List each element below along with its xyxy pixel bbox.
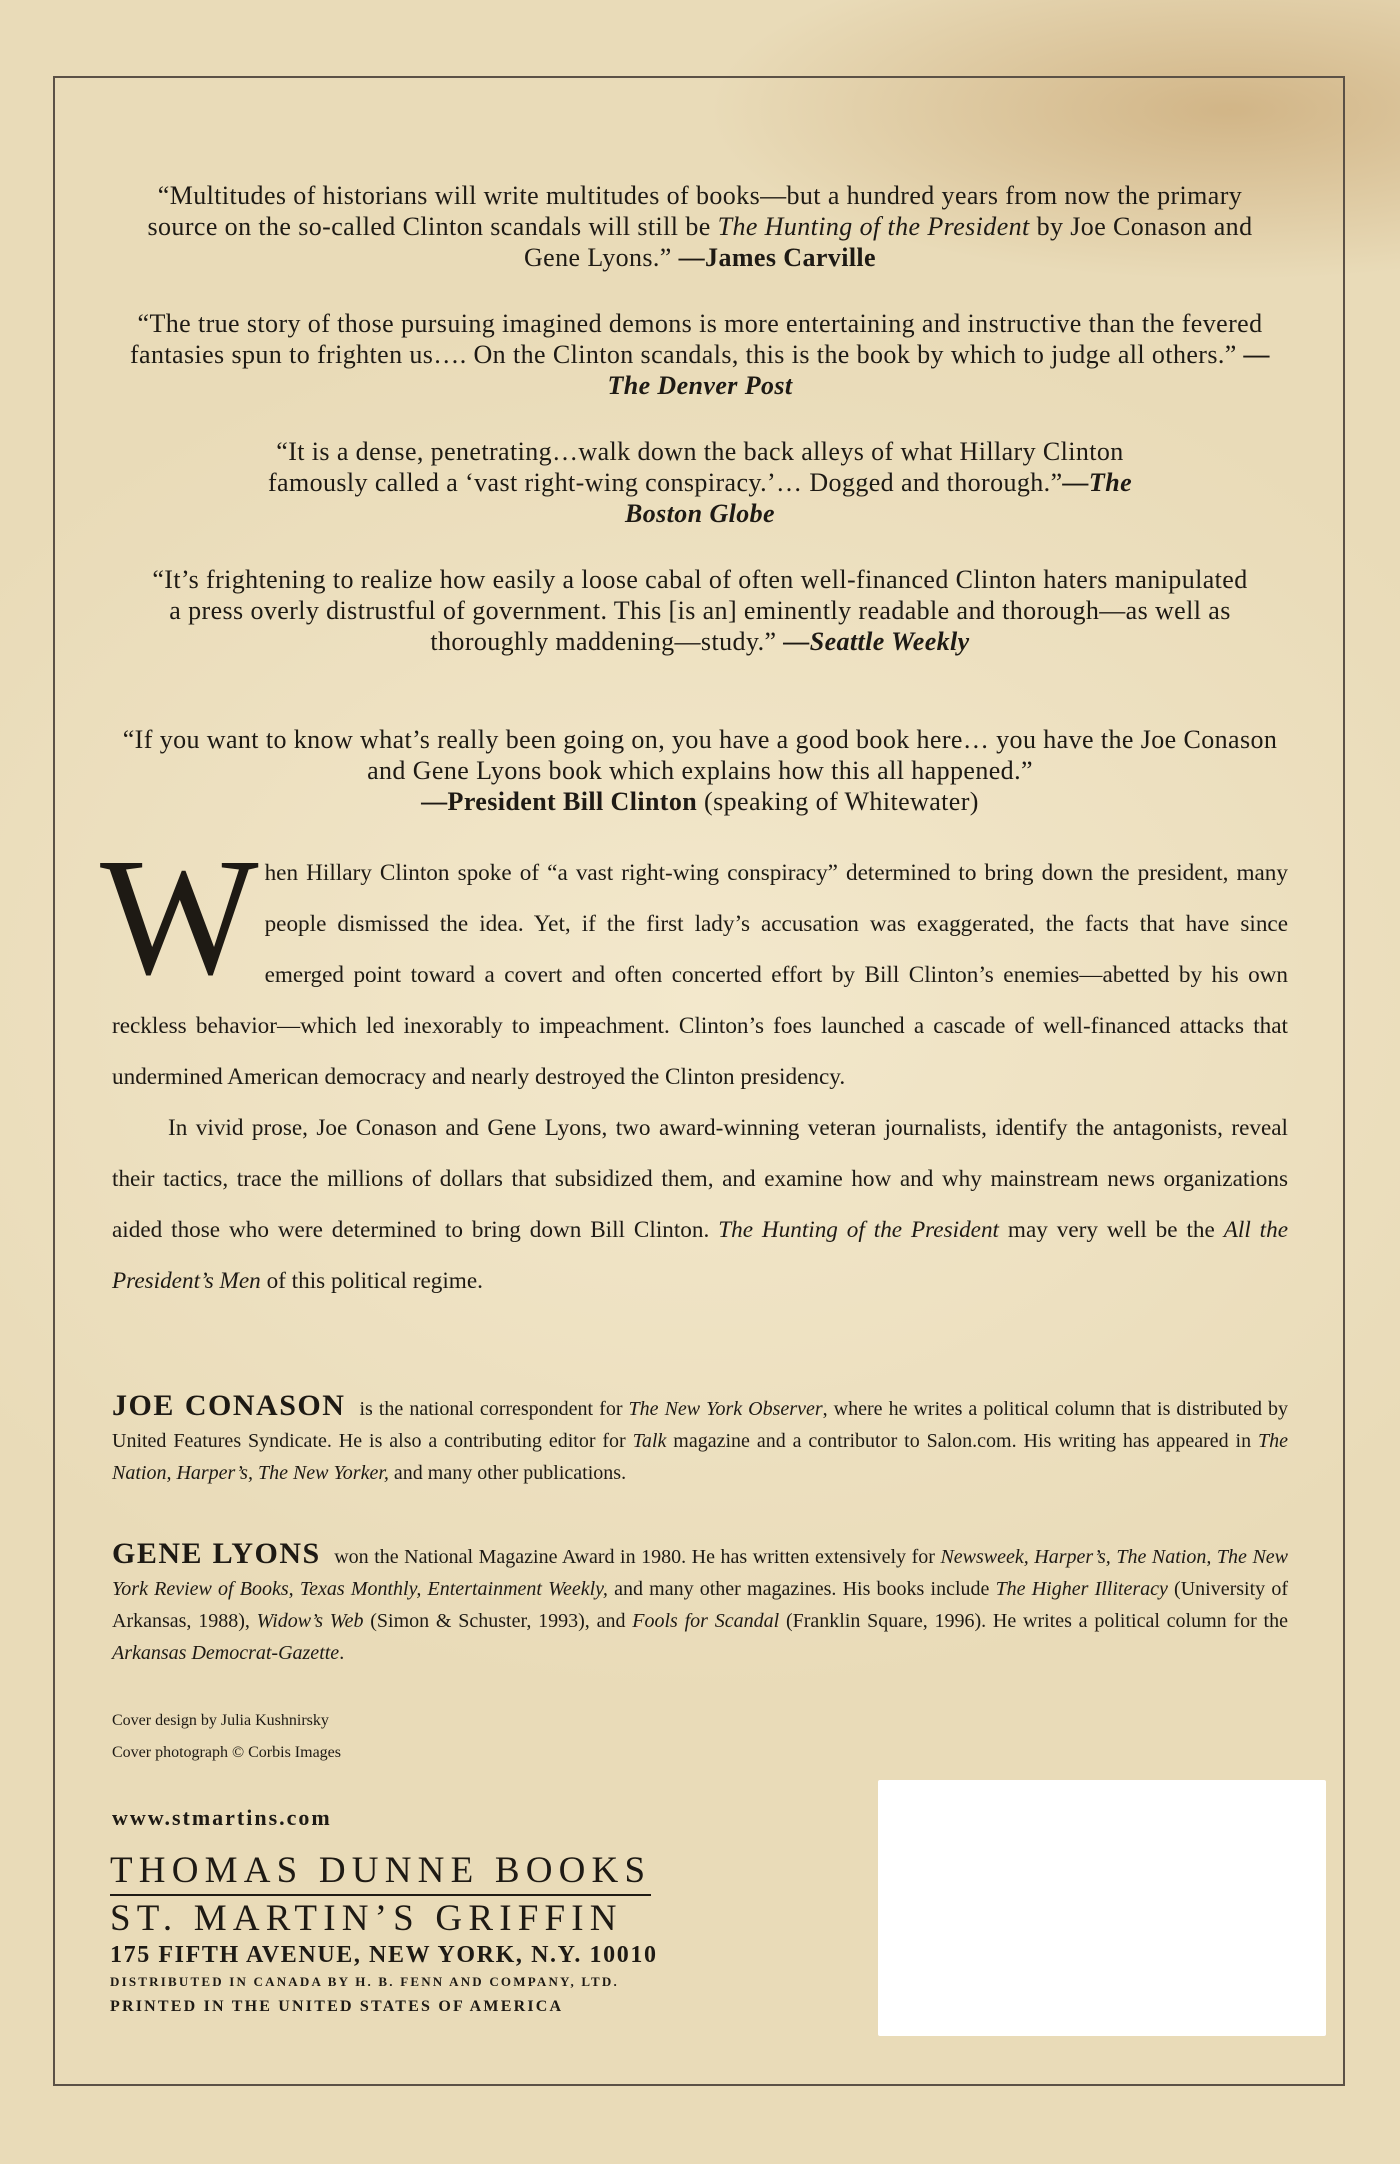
author-bio-gene-lyons: [112, 1538, 1288, 1669]
bio-text: (Franklin Square, 1996). He writes a political column for the: [779, 1610, 1288, 1632]
description-text: hen Hillary Clinton spoke of “a vast right-wing conspiracy” determined to bring down the president, many people dismissed the idea. Yet, if the first lady’s accusation was exaggerated, the facts that have since emerged point toward a covert and often concerted effort by Bill Clinton’s enemies—abetted by his own reckless behavior—which led inexorably to impeachment. Clinton’s foes launched a cascade of well-financed attacks that undermined American democracy and nearly destroyed the Clinton presidency.: [112, 860, 1288, 1090]
review-quote-carville: [120, 180, 1280, 273]
printed-in-note: PRINTED IN THE UNITED STATES OF AMERICA: [110, 1998, 564, 2015]
review-quote-seattle-weekly: [150, 564, 1250, 657]
book-title-italic: The Hunting of the President: [718, 1217, 999, 1243]
review-quote-denver-post: [120, 308, 1280, 401]
cover-design-credit: Cover design by Julia Kushnirsky: [112, 1712, 329, 1729]
bio-italic: Newsweek, Harper’s, The Nation, The New York Review of Books, Texas Monthly, Entertainment Weekly,: [112, 1546, 1288, 1600]
description-paragraph-1: [100, 824, 1288, 1103]
quote-text: “It is a dense, penetrating…walk down the back alleys of what Hillary Clinton famously called a ‘vast right-wing conspiracy.’… Dogged and thorough.”: [267, 437, 1124, 497]
bio-text: won the National Magazine Award in 1980. He has written extensively for: [328, 1546, 941, 1568]
quote-text: “It’s frightening to realize how easily a loose cabal of often well-financed Clinton haters manipulated a press overly distrustful of government. This [is an] eminently readable and thorough—as well as thoroughly maddening—study.”: [152, 565, 1248, 656]
quote-attribution: —President Bill Clinton: [421, 787, 698, 816]
review-quote-bill-clinton: [120, 724, 1280, 817]
bio-italic: The Higher Illiteracy: [995, 1578, 1168, 1600]
drop-cap: W: [100, 824, 259, 1010]
author-name: GENE LYONS: [112, 1537, 321, 1570]
book-description: [100, 824, 1289, 1307]
description-paragraph-2: [112, 1103, 1288, 1307]
bio-text: .: [339, 1642, 345, 1664]
bio-text: (Simon & Schuster, 1993), and: [363, 1610, 633, 1632]
author-name: JOE CONASON: [112, 1389, 346, 1422]
bio-italic: The New York Observer: [628, 1398, 823, 1420]
bio-italic: Talk: [632, 1430, 667, 1452]
description-text: may very well be the: [999, 1217, 1224, 1243]
quote-attribution: —Seattle Weekly: [783, 627, 970, 656]
barcode-area: [878, 1780, 1326, 2036]
bio-italic: Arkansas Democrat-Gazette: [112, 1642, 340, 1664]
quote-text-end: by Joe Conason and Gene Lyons.”: [523, 212, 1253, 272]
reference-title-italic: All the President’s Men: [112, 1217, 1289, 1294]
publisher-address: 175 FIFTH AVENUE, NEW YORK, N.Y. 10010: [110, 1942, 658, 1968]
bio-italic: Fools for Scandal: [632, 1610, 780, 1632]
bio-text: and many other publications.: [388, 1462, 627, 1484]
distribution-note: DISTRIBUTED IN CANADA BY H. B. FENN AND COMPANY, LTD.: [110, 1974, 619, 1989]
author-bio-joe-conason: [112, 1390, 1288, 1489]
quote-attribution: —James Carville: [678, 243, 876, 272]
bio-text: is the national correspondent for: [353, 1398, 629, 1420]
quote-text: “The true story of those pursuing imagined demons is more entertaining and instructive than the fevered fantasies spun to frighten us…. On the Clinton scandals, this is the book by which to judge all others.”: [129, 309, 1263, 369]
quote-text: “If you want to know what’s really been going on, you have a good book here… you have the Joe Conason and Gene Lyons book which explains how this all happened.”: [122, 725, 1278, 785]
bio-italic: Widow’s Web: [256, 1610, 364, 1632]
publisher-imprint: THOMAS DUNNE BOOKS: [110, 1850, 651, 1896]
cover-photo-credit: Cover photograph © Corbis Images: [112, 1744, 342, 1761]
cover-credits: [112, 1705, 341, 1769]
bio-text: (University of Arkansas, 1988),: [112, 1578, 1288, 1632]
quote-attribution: —The Denver Post: [607, 340, 1271, 400]
publisher-url[interactable]: www.stmartins.com: [112, 1805, 332, 1830]
bio-text: , where he writes a political column that is distributed by United Features Syndicate. He is also a contributing editor for: [112, 1398, 1288, 1452]
bio-text: and many other magazines. His books include: [607, 1578, 996, 1600]
publisher-name: ST. MARTIN’S GRIFFIN: [110, 1898, 623, 1939]
quote-attribution: —The Boston Globe: [625, 468, 1133, 528]
description-text: of this political regime.: [260, 1268, 483, 1294]
quote-text: “Multitudes of historians will write multitudes of books—but a hundred years from now the primary source on the so-called Clinton scandals will still be: [147, 181, 1243, 241]
review-quote-boston-globe: [230, 436, 1170, 529]
quote-attribution-note: (speaking of Whitewater): [697, 787, 979, 816]
quote-book-title: The Hunting of the President: [717, 212, 1030, 241]
bio-text: magazine and a contributor to Salon.com. His writing has appeared in: [666, 1430, 1259, 1452]
description-text: In vivid prose, Joe Conason and Gene Lyons, two award-winning veteran journalists, identify the antagonists, reveal their tactics, trace the millions of dollars that subsidized them, and examine how and why mainstream news organizations aided those who were determined to bring down Bill Clinton.: [112, 1115, 1288, 1243]
bio-italic: The Nation, Harper’s, The New Yorker,: [112, 1430, 1289, 1484]
